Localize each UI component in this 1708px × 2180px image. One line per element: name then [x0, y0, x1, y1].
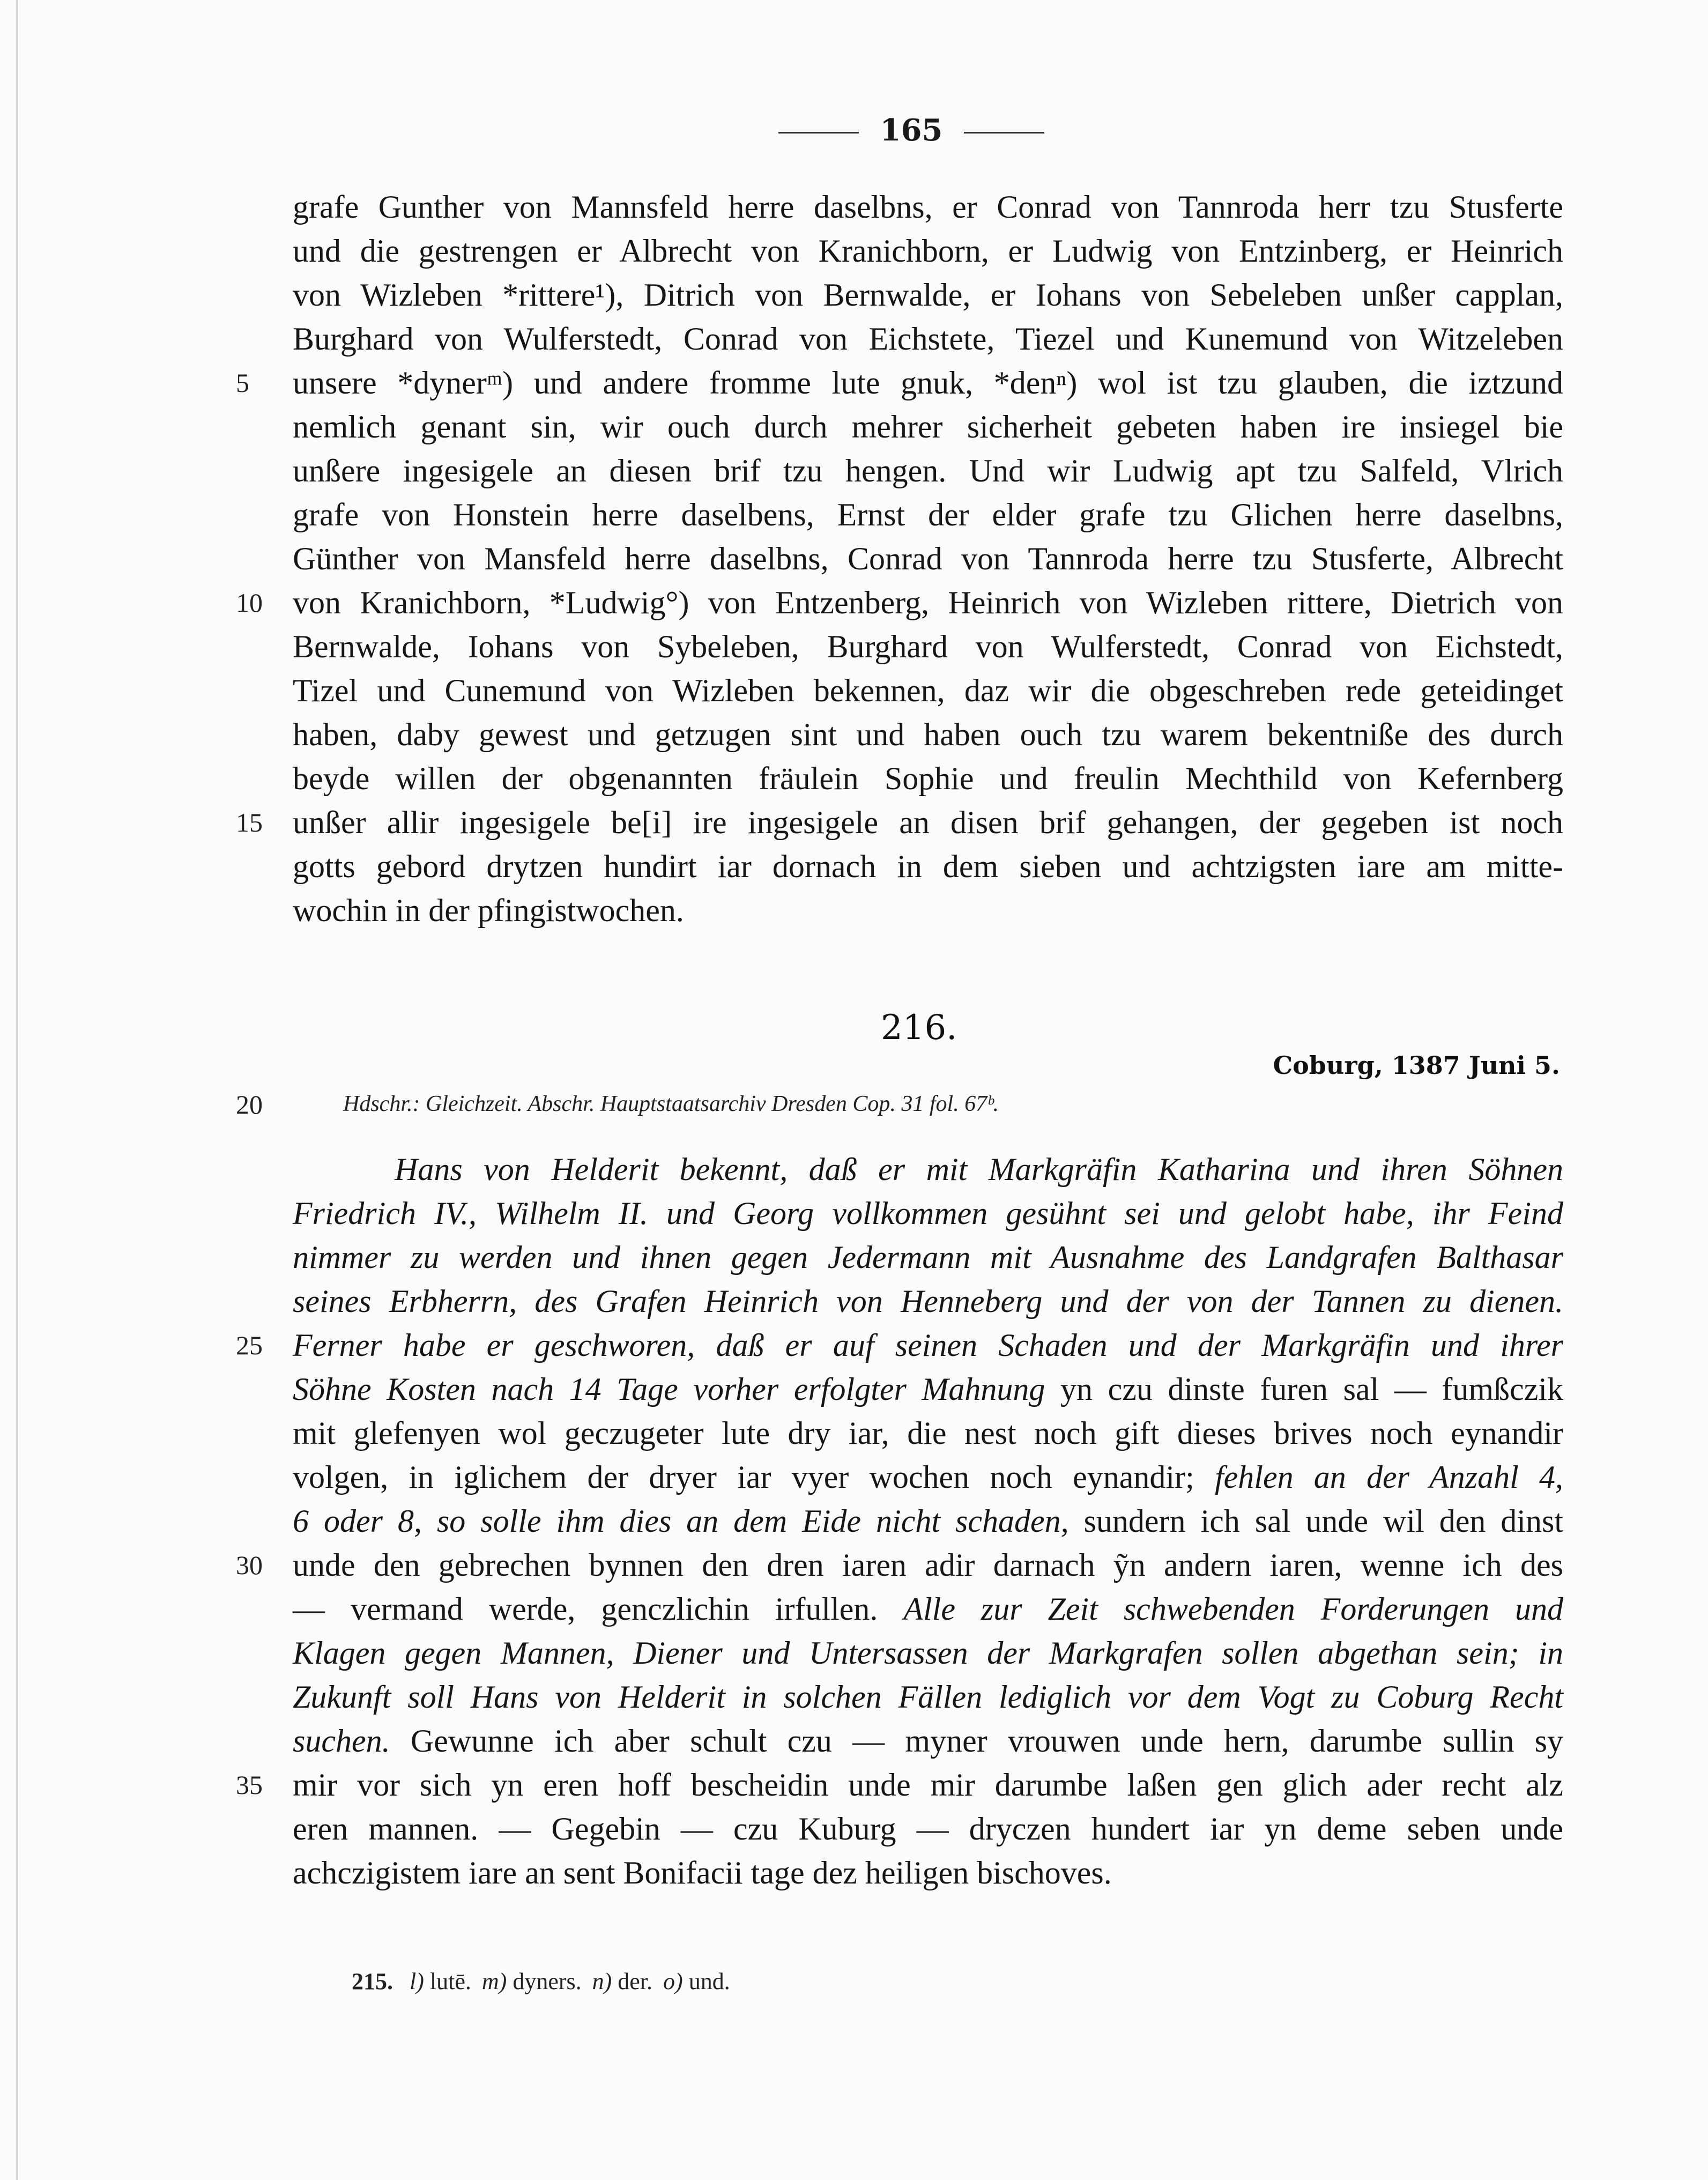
footnotes	[352, 1968, 1209, 1995]
line-number: 5	[236, 368, 249, 398]
text-line	[293, 1851, 1563, 1895]
footnote-text: der.	[612, 1968, 653, 1994]
editorial-summary-text: Friedrich IV., Wilhelm II. und Georg vollkommen gesühnt sei und gelobt habe, ihr Feind	[293, 1196, 1563, 1231]
text-line: unßer allir ingesigele be[i] ire ingesigele an disen brif gehangen, der gegeben ist noch	[293, 805, 1563, 840]
footnote-mark: n)	[592, 1968, 612, 1994]
text-line: Günther von Mansfeld herre daselbns, Conrad von Tannroda herre tzu Stusferte, Albrecht	[293, 541, 1563, 576]
editorial-summary-text: Ferner habe er geschworen, daß er auf seinen Schaden und der Markgräfin und ihrer	[293, 1328, 1563, 1363]
line-number: 10	[236, 588, 263, 618]
text-line: gotts gebord drytzen hundirt iar dornach in dem sieben und achtzigsten iare am mitte-	[293, 849, 1563, 884]
footnote-mark: m)	[481, 1968, 507, 1994]
footnote-text: dyners.	[507, 1968, 582, 1994]
editorial-summary-text: nimmer zu werden und ihnen gegen Jedermann mit Ausnahme des Landgrafen Balthasar	[293, 1240, 1563, 1275]
footnote-items	[399, 1968, 730, 1994]
source-text: volgen, in iglichem der dryer iar vyer wochen noch eynandir;	[293, 1459, 1215, 1495]
text-line: und die gestrengen er Albrecht von Kranichborn, er Ludwig von Entzinberg, er Heinrich	[293, 233, 1563, 269]
text-line	[293, 1807, 1563, 1851]
text-line: von Kranichborn, *Ludwig°) von Entzenberg, Heinrich von Wizleben rittere, Dietrich von	[293, 585, 1563, 620]
source-text: achczigistem iare an sent Bonifacii tage dez heiligen bischoves.	[293, 1855, 1112, 1890]
source-text: Gewunne ich aber schult czu — myner vrouwen unde hern, darumbe sullin sy	[410, 1723, 1563, 1759]
text-line	[293, 1235, 1563, 1279]
text-line	[293, 1147, 1563, 1191]
page-number: 165	[880, 113, 943, 148]
footnote-label: 215.	[352, 1968, 393, 1994]
document-dateline: Coburg, 1387 Juni 5.	[1273, 1051, 1560, 1080]
text-line	[293, 1191, 1563, 1235]
editorial-summary-text: suchen.	[293, 1723, 411, 1759]
editorial-summary-text: Zukunft soll Hans von Helderit in solchen Fällen lediglich vor dem Vogt zu Coburg Recht	[293, 1679, 1563, 1715]
line-number: 25	[236, 1330, 263, 1360]
scan-edge	[16, 0, 18, 2180]
text-line	[293, 1279, 1563, 1323]
text-line	[293, 1763, 1563, 1807]
manuscript-source: Hdschr.: Gleichzeit. Abschr. Hauptstaatsarchiv Dresden Cop. 31 fol. 67ᵇ.	[343, 1092, 999, 1116]
source-text: mir vor sich yn eren hoff bescheidin unde mir darumbe laßen gen glich ader recht alz	[293, 1767, 1563, 1803]
text-line: unsere *dynerᵐ) und andere fromme lute gnuk, *denⁿ) wol ist tzu glauben, die iztzund	[293, 365, 1563, 401]
line-number: 30	[236, 1550, 263, 1580]
text-line: Bernwalde, Iohans von Sybeleben, Burghard von Wulferstedt, Conrad von Eichstedt,	[293, 629, 1563, 664]
text-line	[293, 1499, 1563, 1543]
line-number: 35	[236, 1770, 263, 1800]
footnote-mark: l)	[410, 1968, 424, 1994]
text-line: Burghard von Wulferstedt, Conrad von Eichstete, Tiezel und Kunemund von Witzeleben	[293, 321, 1563, 357]
editorial-summary-text: seines Erbherrn, des Grafen Heinrich von Henneberg und der von der Tannen zu dienen.	[293, 1284, 1563, 1319]
header-rule-right	[964, 132, 1044, 134]
source-text: unde den gebrechen bynnen den dren iaren adir darnach ỹn andern iaren, wenne ich des	[293, 1547, 1563, 1583]
source-text: — vermand werde, genczlichin irfullen.	[293, 1591, 904, 1627]
text-line	[293, 1455, 1563, 1499]
text-line	[293, 1411, 1563, 1455]
editorial-summary-text: Söhne Kosten nach 14 Tage vorher erfolgter Mahnung	[293, 1371, 1061, 1407]
source-text: sundern ich sal unde wil den dinst	[1083, 1503, 1563, 1539]
text-line	[293, 1543, 1563, 1587]
text-line: haben, daby gewest und getzugen sint und haben ouch tzu warem bekentniße des durch	[293, 717, 1563, 752]
line-number: 20	[236, 1089, 263, 1119]
text-line: grafe von Honstein herre daselbens, Ernst der elder grafe tzu Glichen herre daselbns,	[293, 497, 1563, 532]
text-line: wochin in der pfingistwochen.	[293, 893, 684, 928]
text-line: grafe Gunther von Mannsfeld herre daselbns, er Conrad von Tannroda herr tzu Stusferte	[293, 189, 1563, 225]
footnote-mark: o)	[663, 1968, 683, 1994]
text-line	[293, 1631, 1563, 1675]
editorial-summary-text: Hans von Helderit bekennt, daß er mit Markgräfin Katharina und ihren Söhnen	[395, 1152, 1563, 1187]
line-number: 15	[236, 807, 263, 837]
text-line	[293, 1675, 1563, 1719]
text-line	[293, 1587, 1563, 1631]
text-line	[293, 1323, 1563, 1367]
source-text: mit glefenyen wol geczugeter lute dry iar, die nest noch gift dieses brives noch eynandir	[293, 1415, 1563, 1451]
footnote-text: und.	[682, 1968, 730, 1994]
text-line: von Wizleben *rittere¹), Ditrich von Bernwalde, er Iohans von Sebeleben unßer capplan,	[293, 277, 1563, 313]
text-line: Tizel und Cunemund von Wizleben bekennen, daz wir die obgeschreben rede geteidinget	[293, 673, 1563, 708]
editorial-summary-text: 6 oder 8, so solle ihm dies an dem Eide nicht schaden,	[293, 1503, 1084, 1539]
footnote-text: lutē.	[424, 1968, 471, 1994]
text-line: unßere ingesigele an diesen brif tzu hengen. Und wir Ludwig apt tzu Salfeld, Vlrich	[293, 453, 1563, 488]
header-rule-left	[778, 132, 859, 134]
editorial-summary-text: fehlen an der Anzahl 4,	[1214, 1459, 1563, 1495]
editorial-summary-text: Alle zur Zeit schwebenden Forderungen und	[903, 1591, 1563, 1627]
editorial-summary-text: Klagen gegen Mannen, Diener und Untersassen der Markgrafen sollen abgethan sein; in	[293, 1635, 1563, 1671]
text-line: beyde willen der obgenannten fräulein Sophie und freulin Mechthild von Kefernberg	[293, 761, 1563, 796]
text-line	[293, 1367, 1563, 1411]
text-line	[293, 1719, 1563, 1763]
document-number: 216.	[881, 1008, 957, 1048]
source-text: yn czu dinste furen sal — fumßczik	[1060, 1371, 1563, 1407]
page-header	[751, 113, 1072, 155]
text-line: nemlich genant sin, wir ouch durch mehrer sicherheit gebeten haben ire insiegel bie	[293, 409, 1563, 444]
source-text: eren mannen. — Gegebin — czu Kuburg — dryczen hundert iar yn deme seben unde	[293, 1811, 1563, 1847]
